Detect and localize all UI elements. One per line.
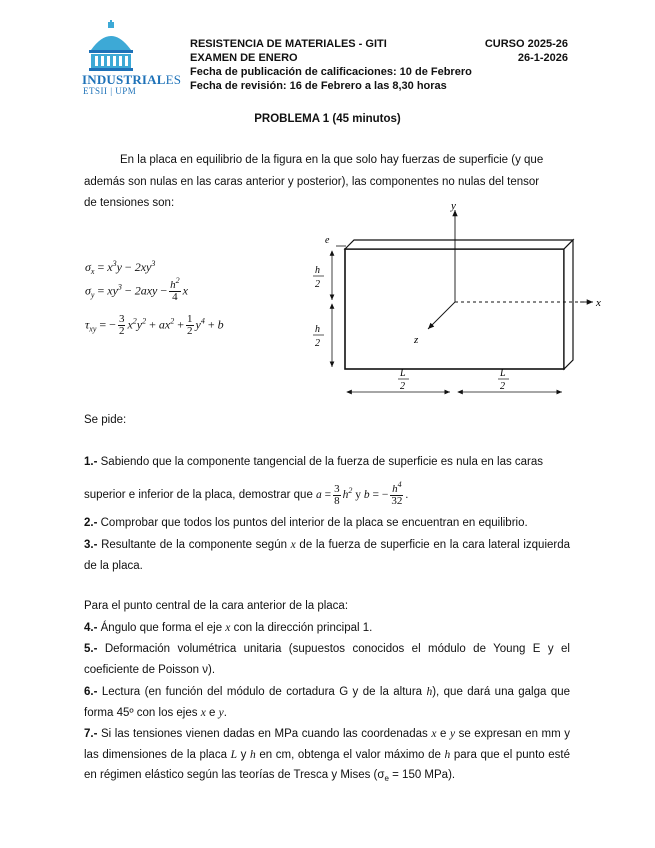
y-axis-label: y bbox=[451, 200, 456, 212]
question-4: 4.- Ángulo que forma el eje x con la dirección principal 1. bbox=[84, 622, 373, 634]
plate-figure bbox=[300, 198, 610, 398]
intro-line-1: En la placa en equilibrio de la figura en la que solo hay fuerzas de superficie (y que bbox=[120, 154, 544, 166]
intro-line-2: además son nulas en las caras anterior y posterior), las componentes no nulas del tensor bbox=[84, 176, 540, 188]
formula-sigma-y: $\sigma_y = xy^3 - 2axy$ − $\frac{h^2}{4}$ x bbox=[85, 276, 188, 303]
question-3-number: 3.- bbox=[84, 539, 98, 551]
question-7-number: 7.- bbox=[84, 728, 98, 740]
question-5-number: 5.- bbox=[84, 643, 98, 655]
exam-name: EXAMEN DE ENERO bbox=[190, 52, 298, 64]
z-axis-label: z bbox=[414, 334, 419, 346]
thickness-label: e bbox=[325, 235, 330, 246]
l-half-label-left-num: L bbox=[400, 368, 406, 379]
exam-date: 26-1-2026 bbox=[517, 52, 568, 64]
l-half-label-right-num: L bbox=[500, 368, 506, 379]
question-1-line-2: superior e inferior de la placa, demostrar que a = $\frac{3}{8}$ $h^2$ y b = − $\frac{h^4}{32}$ . bbox=[84, 480, 409, 507]
h-half-label-lower-den: 2 bbox=[315, 338, 320, 349]
formula-tau-xy: $\tau_{xy}$ = − $\frac{3}{2}$ $x^2y^2 + ax^2$ + $\frac{1}{2}$ $y^4 + b$ bbox=[85, 313, 224, 337]
logo-name-suffix: ES bbox=[165, 72, 182, 87]
plate-front-face bbox=[345, 249, 564, 369]
question-2: 2.- Comprobar que todos los puntos del interior de la placa se encuentran en equilibrio. bbox=[84, 517, 528, 529]
logo-name: INDUSTRIAL bbox=[82, 72, 166, 87]
course-name: RESISTENCIA DE MATERIALES - GITI bbox=[190, 38, 387, 50]
question-3: 3.- Resultante de la componente según x de la fuerza de superficie en la cara lateral izquierda de la placa. bbox=[84, 539, 571, 572]
question-2-number: 2.- bbox=[84, 517, 98, 529]
question-1-line-1: 1.- Sabiendo que la componente tangencial de la fuerza de superficie es nula en las caras bbox=[84, 456, 544, 468]
se-pide: Se pide: bbox=[84, 414, 127, 426]
institution-logo bbox=[80, 20, 180, 100]
plate-top-face bbox=[345, 240, 573, 249]
plate-side-face bbox=[564, 240, 573, 369]
l-half-label-right-den: 2 bbox=[500, 381, 505, 392]
question-4-number: 4.- bbox=[84, 622, 98, 634]
review-date: Fecha de revisión: 16 de Febrero a las 8,30 horas bbox=[190, 80, 447, 92]
question-1-formula: a = $\frac{3}{8}$ $h^2$ y b = − $\frac{h^4}{32}$ . bbox=[316, 480, 409, 507]
logo-subtitle: ETSII | UPM bbox=[83, 86, 137, 96]
question-5: 5.- Deformación volumétrica unitaria (supuestos conocidos el módulo de Young E y el coeficiente de Poisson ν). bbox=[84, 643, 570, 676]
problem-title: PROBLEMA 1 (45 minutos) bbox=[254, 113, 401, 125]
question-6-number: 6.- bbox=[84, 686, 98, 698]
h-half-label-lower-num: h bbox=[315, 324, 320, 335]
question-1-number: 1.- bbox=[84, 456, 98, 468]
central-point-intro: Para el punto central de la cara anterior de la placa: bbox=[84, 600, 349, 612]
h-half-label-upper-den: 2 bbox=[315, 279, 320, 290]
grades-date: Fecha de publicación de calificaciones: 10 de Febrero bbox=[190, 66, 472, 78]
question-7: 7.- Si las tensiones vienen dadas en MPa cuando las coordenadas x e y se expresan en mm y las dimensiones de la placa L y h en cm, obtenga el valor máximo de h para que el punto esté en régimen elástico según las teorías de Tresca y Mises ($\sigma_e = 150$ MPa). bbox=[84, 728, 571, 783]
h-half-label-upper-num: h bbox=[315, 265, 320, 276]
question-6: 6.- Lectura (en función del módulo de cortadura G y de la altura h), que dará una galga que forma 45º con los ejes x e y. bbox=[84, 686, 571, 719]
x-axis-label: x bbox=[596, 297, 601, 309]
l-half-label-left-den: 2 bbox=[400, 381, 405, 392]
course-year: CURSO 2025-26 bbox=[484, 38, 568, 50]
formula-sigma-x: $\sigma_x = x^3y - 2xy^3$ bbox=[85, 259, 156, 276]
intro-line-3: de tensiones son: bbox=[84, 197, 175, 209]
dome-icon bbox=[81, 20, 141, 72]
